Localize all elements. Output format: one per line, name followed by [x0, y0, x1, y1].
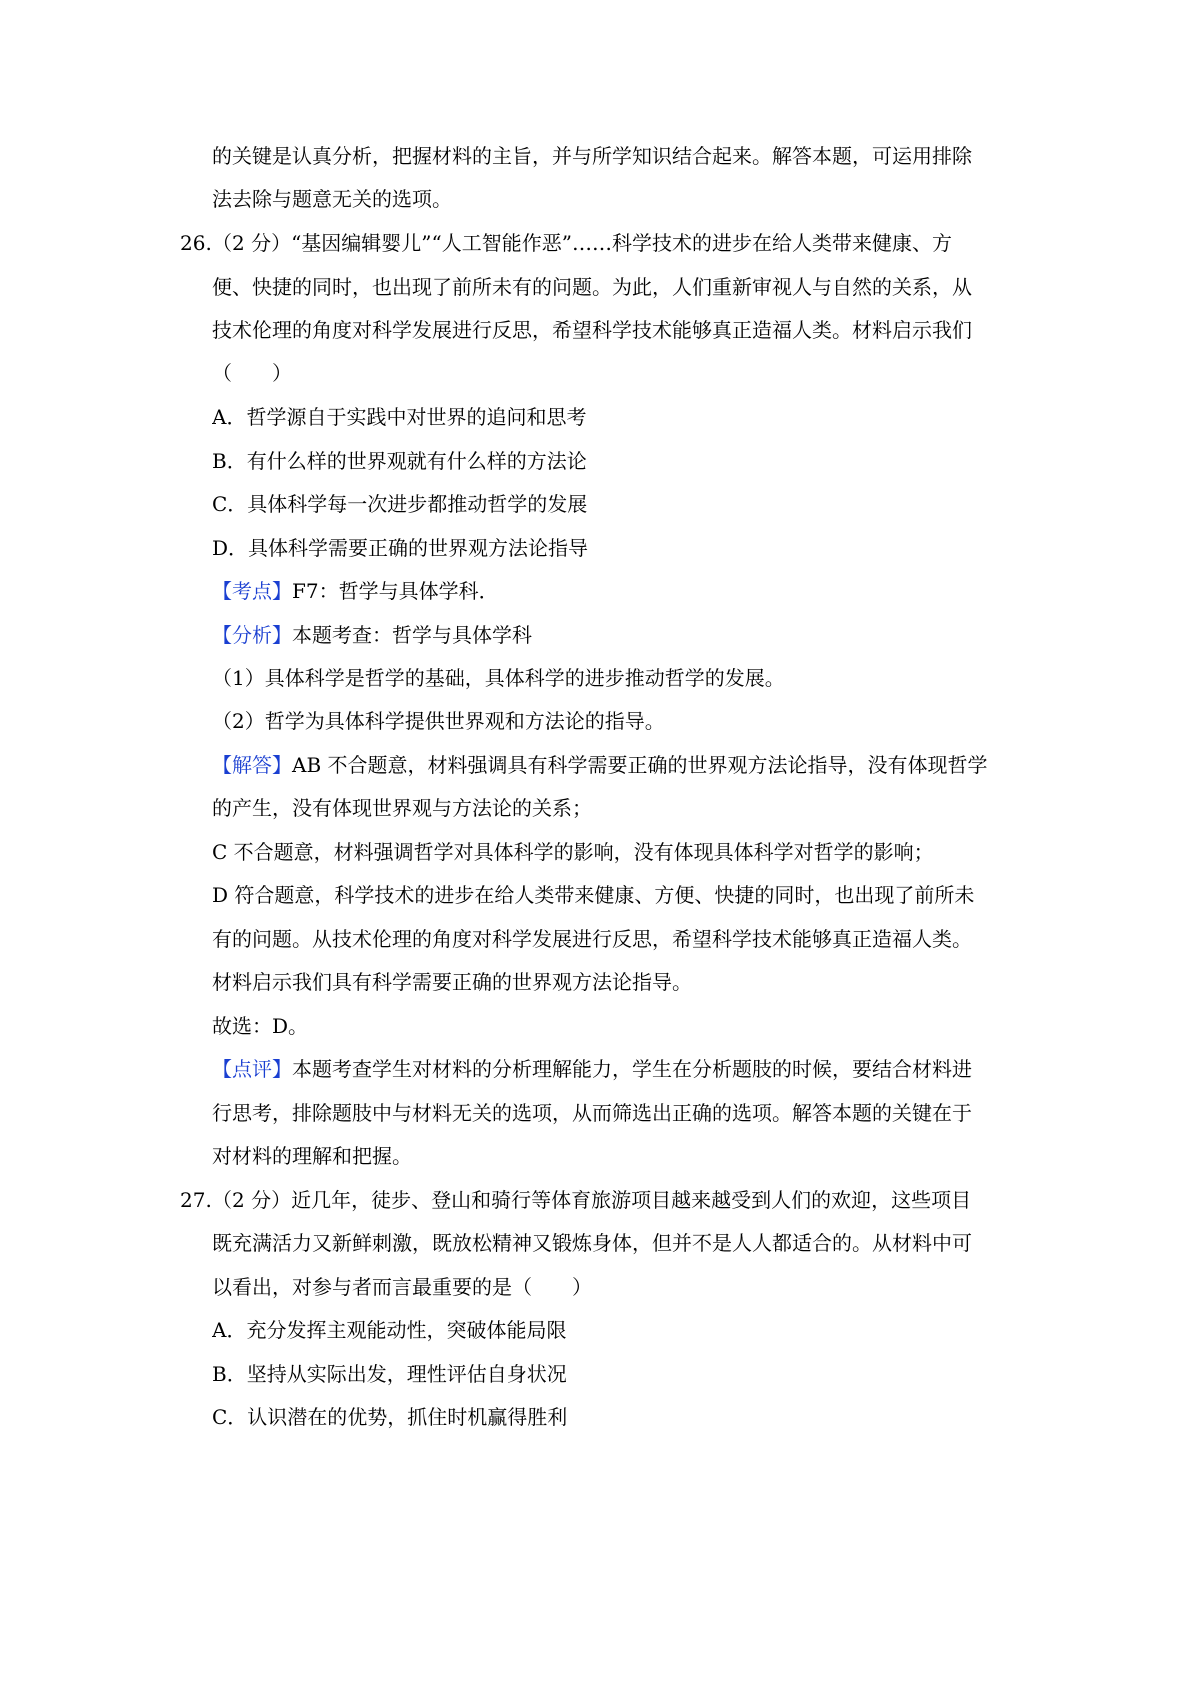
jieda-line: D 符合题意，科学技术的进步在给人类带来健康、方便、快捷的同时，也出现了前所未 — [212, 883, 975, 907]
dianping-tag: 【点评】 — [212, 1057, 292, 1081]
option-d: D．具体科学需要正确的世界观方法论指导 — [212, 536, 589, 560]
question-stem-line: （2 分）近几年，徒步、登山和骑行等体育旅游项目越来越受到人们的欢迎，这些项目 — [212, 1188, 972, 1212]
option-c: C．具体科学每一次进步都推动哲学的发展 — [212, 492, 588, 516]
kaodian-section — [212, 576, 1032, 606]
jieda-line: 有的问题。从技术伦理的角度对科学发展进行反思，希望科学技术能够真正造福人类。 — [212, 927, 972, 951]
question-stem-line: 便、快捷的同时，也出现了前所未有的问题。为此，人们重新审视人与自然的关系，从 — [212, 275, 972, 299]
question-stem-line: （ ） — [212, 361, 292, 385]
fenxi-tag: 【分析】 — [212, 623, 292, 647]
kaodian-text: F7：哲学与具体学科． — [292, 579, 499, 603]
dianping-line: 行思考，排除题肢中与材料无关的选项，从而筛选出正确的选项。解答本题的关键在于 — [212, 1101, 972, 1125]
jieda-section — [212, 750, 1032, 780]
fenxi-section — [212, 620, 1032, 650]
question-stem-line: 既充满活力又新鲜刺激，既放松精神又锻炼身体，但并不是人人都适合的。从材料中可 — [212, 1231, 972, 1255]
option-b: B．坚持从实际出发，理性评估自身状况 — [212, 1362, 567, 1386]
dianping-section — [212, 1054, 1032, 1084]
question-number: 27. — [180, 1188, 212, 1212]
option-a: A．哲学源自于实践中对世界的追问和思考 — [212, 405, 587, 429]
dianping-text: 本题考查学生对材料的分析理解能力，学生在分析题肢的时候，要结合材料进 — [292, 1057, 972, 1081]
fenxi-line: （2）哲学为具体科学提供世界观和方法论的指导。 — [212, 709, 665, 733]
intro-line: 的关键是认真分析，把握材料的主旨，并与所学知识结合起来。解答本题，可运用排除 — [212, 144, 972, 168]
jieda-line: 材料启示我们具有科学需要正确的世界观方法论指导。 — [212, 970, 692, 994]
option-c: C．认识潜在的优势，抓住时机赢得胜利 — [212, 1405, 568, 1429]
fenxi-text: 本题考查：哲学与具体学科 — [292, 623, 532, 647]
question-stem-line: （2 分）“基因编辑婴儿”“人工智能作恶”……科学技术的进步在给人类带来健康、方 — [212, 231, 952, 255]
option-a: A．充分发挥主观能动性，突破体能局限 — [212, 1318, 567, 1342]
kaodian-tag: 【考点】 — [212, 579, 292, 603]
jieda-line: C 不合题意，材料强调哲学对具体科学的影响，没有体现具体科学对哲学的影响； — [212, 840, 934, 864]
jieda-text: AB 不合题意，材料强调具有科学需要正确的世界观方法论指导，没有体现哲学 — [292, 753, 988, 777]
question-stem-line: 以看出，对参与者而言最重要的是（ ） — [212, 1275, 592, 1299]
fenxi-line: （1）具体科学是哲学的基础，具体科学的进步推动哲学的发展。 — [212, 666, 785, 690]
option-b: B．有什么样的世界观就有什么样的方法论 — [212, 449, 587, 473]
answer-choice: 故选：D。 — [212, 1014, 309, 1038]
question-stem-line: 技术伦理的角度对科学发展进行反思，希望科学技术能够真正造福人类。材料启示我们 — [212, 318, 972, 342]
jieda-tag: 【解答】 — [212, 753, 292, 777]
question-number: 26. — [180, 231, 212, 255]
dianping-line: 对材料的理解和把握。 — [212, 1144, 412, 1168]
jieda-line: 的产生，没有体现世界观与方法论的关系； — [212, 796, 592, 820]
intro-line: 法去除与题意无关的选项。 — [212, 187, 452, 211]
